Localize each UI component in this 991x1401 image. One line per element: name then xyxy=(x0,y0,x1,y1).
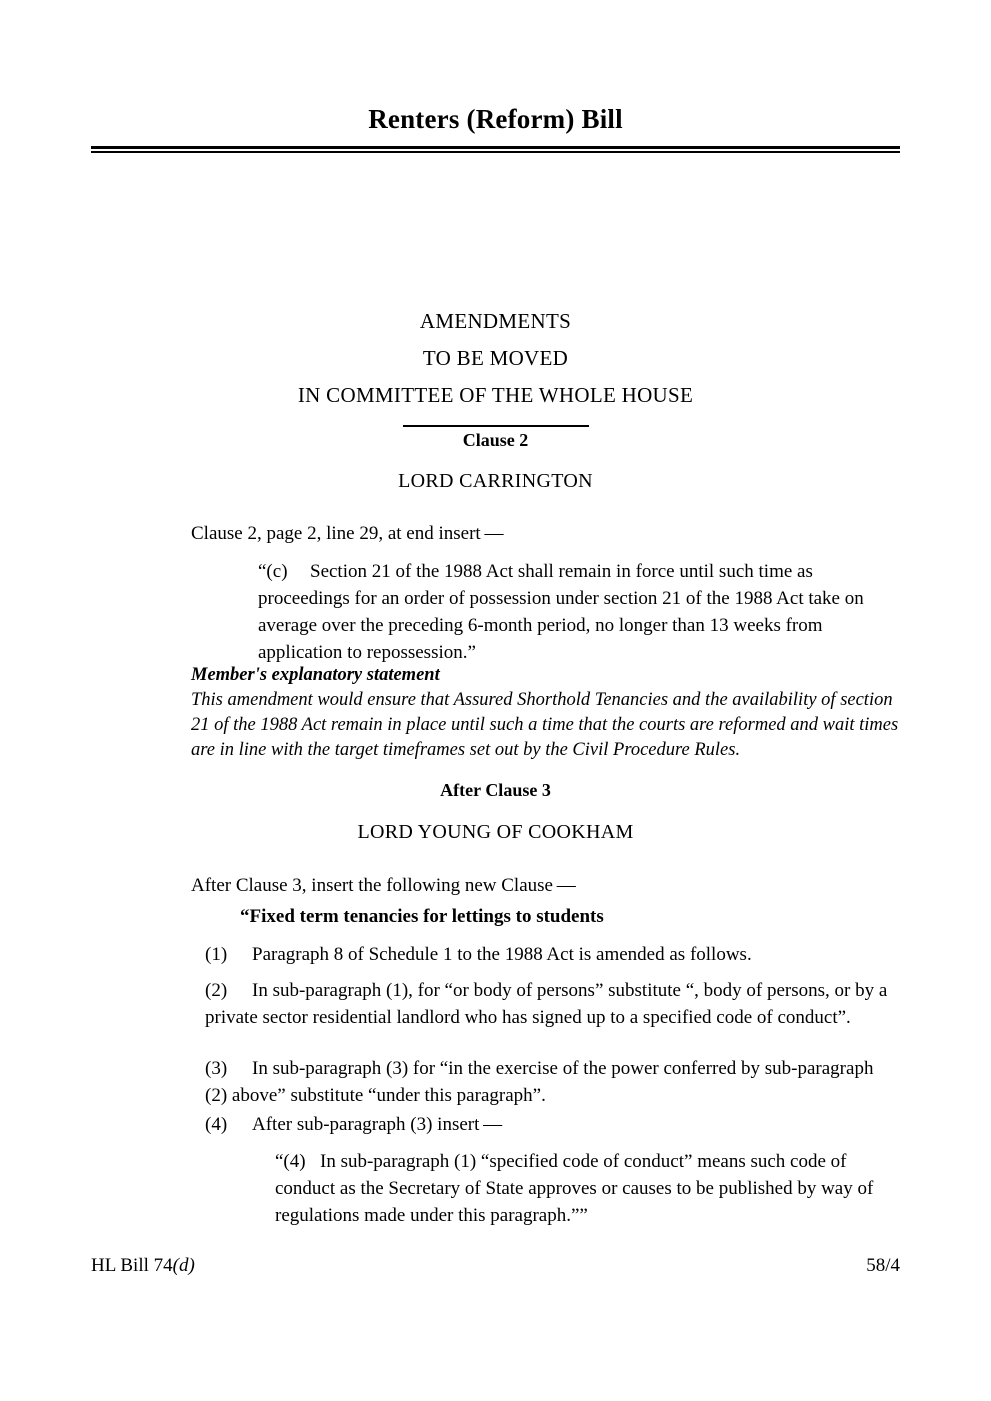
amendments-heading-block xyxy=(91,303,900,427)
quote-text-c: Section 21 of the 1988 Act shall remain in force until such time as proceedings for an order of possession under section 21 of the 1988 Act take on average over the preceding 6-month period, no longer than 13 weeks from application to repossession.” xyxy=(258,561,864,663)
quote-marker-c: “(c) xyxy=(258,561,288,582)
nested-quote-marker-4: “(4) xyxy=(275,1151,306,1172)
numbered-paragraph-3 xyxy=(205,1055,900,1109)
divider-thin-line xyxy=(91,151,900,153)
footer-bill-reference xyxy=(91,1255,195,1277)
paragraph-text-3: In sub-paragraph (3) for “in the exercise of the power conferred by sub-paragraph (2) above” substitute “under this paragraph”. xyxy=(205,1058,874,1106)
footer-bill-suffix: (d) xyxy=(172,1255,195,1276)
paragraph-marker-2: (2) xyxy=(205,980,228,1001)
footer-bill-prefix: HL Bill 74 xyxy=(91,1255,173,1276)
member-name-carrington: LORD CARRINGTON xyxy=(398,470,593,492)
heading-amendments: AMENDMENTS xyxy=(419,309,572,333)
explanatory-statement-title: Member's explanatory statement xyxy=(191,665,440,685)
amendment-intro-clause-2: Clause 2, page 2, line 29, at end insert — xyxy=(191,523,504,544)
nested-quote-text-4: In sub-paragraph (1) “specified code of conduct” means such code of conduct as the Secretary of State approves or causes to be published by way of regulations made under this paragraph.”” xyxy=(275,1151,874,1226)
heading-in-committee: IN COMMITTEE OF THE WHOLE HOUSE xyxy=(297,383,694,407)
paragraph-marker-4: (4) xyxy=(205,1114,228,1135)
amendment-quote-c xyxy=(258,558,900,666)
amendment-intro-after-clause-3: After Clause 3, insert the following new Clause — xyxy=(191,875,576,896)
page-title: Renters (Reform) Bill xyxy=(368,104,623,134)
numbered-paragraph-1 xyxy=(205,941,900,968)
explanatory-statement-body: This amendment would ensure that Assured Shorthold Tenancies and the availability of section 21 of the 1988 Act remain in place until such a time that the courts are reformed and wait times are in line with the target timeframes set out by the Civil Procedure Rules. xyxy=(191,690,899,760)
paragraph-text-2: In sub-paragraph (1), for “or body of persons” substitute “, body of persons, or by a private sector residential landlord who has signed up to a specified code of conduct”. xyxy=(205,980,888,1028)
footer-page-reference: 58/4 xyxy=(866,1255,900,1276)
paragraph-marker-3: (3) xyxy=(205,1058,228,1079)
nested-quote-4 xyxy=(275,1148,900,1229)
member-name-young-of-cookham: LORD YOUNG OF COOKHAM xyxy=(357,821,634,843)
paragraph-text-4: After sub-paragraph (3) insert — xyxy=(252,1114,503,1135)
numbered-paragraph-2 xyxy=(205,977,900,1031)
title-divider xyxy=(91,146,900,153)
page-footer xyxy=(91,1255,900,1277)
section-heading-after-clause-3: After Clause 3 xyxy=(440,780,551,800)
numbered-paragraph-4 xyxy=(205,1111,900,1138)
new-clause-title: “Fixed term tenancies for lettings to students xyxy=(240,906,604,927)
heading-to-be-moved: TO BE MOVED xyxy=(422,346,569,370)
section-heading-clause-2: Clause 2 xyxy=(462,430,529,450)
paragraph-text-1: Paragraph 8 of Schedule 1 to the 1988 Act is amended as follows. xyxy=(252,944,752,965)
heading-underline-rule xyxy=(403,425,589,427)
paragraph-marker-1: (1) xyxy=(205,944,228,965)
explanatory-statement xyxy=(191,663,903,763)
